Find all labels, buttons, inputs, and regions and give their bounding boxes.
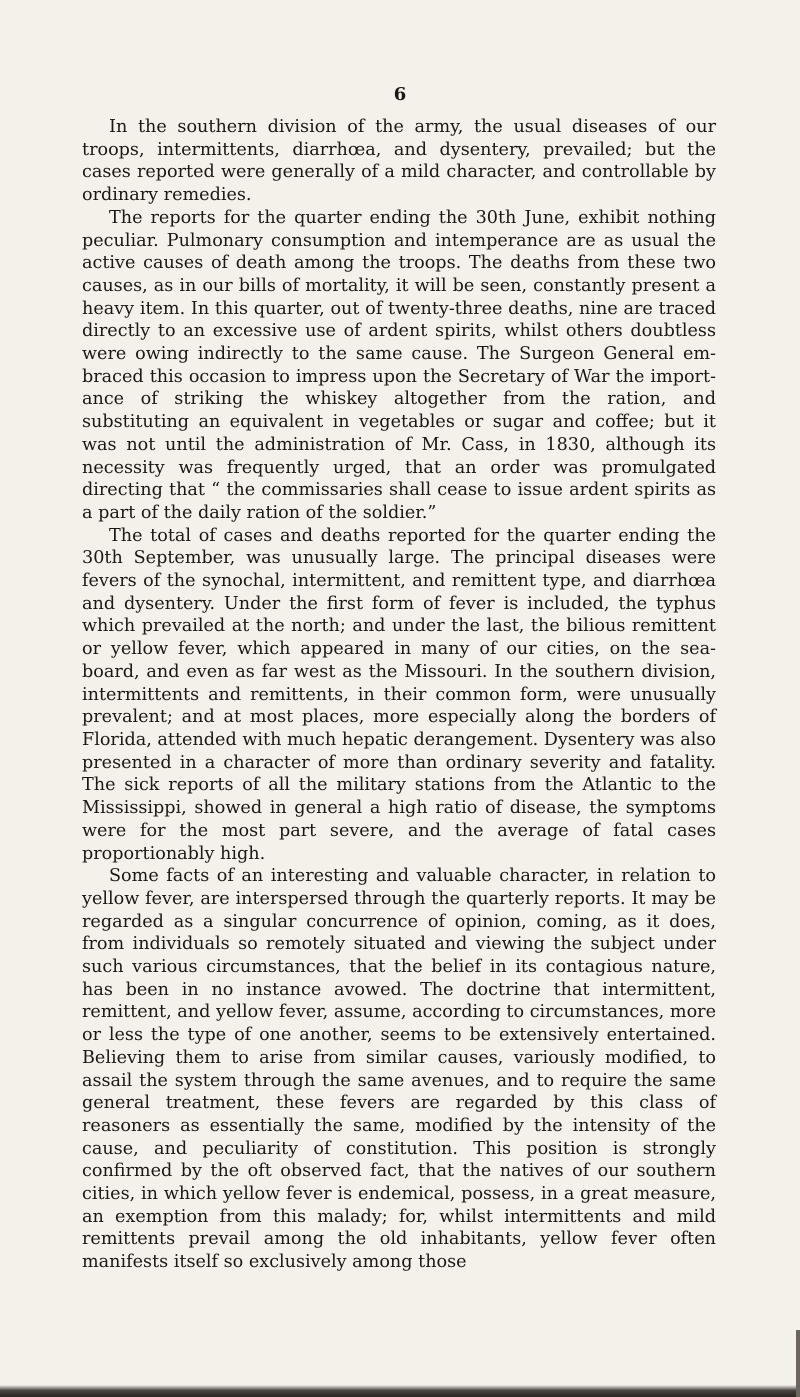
scan-right-edge bbox=[796, 1330, 800, 1397]
page-number: 6 bbox=[393, 84, 407, 105]
body-text bbox=[82, 116, 716, 1274]
paragraph-yellow-fever: Some facts of an interesting and valuable character, in relation to yellow fever, are interspersed through the quarterly reports. It may be regarded as a singular concurrence of opinion, coming, as it does, from individuals so remotely situated and viewing the subject under such various circumstances, that the belief in its contagious nature, has been in no instance avowed. The doctrine that intermittent, remittent, and yellow fever, assume, according to circumstances, more or less the type of one another, seems to be extensively entertained. Believing them to arise from similar causes, variously modified, to assail the system through the same avenues, and to require the same general treatment, these fevers are regarded by this class of reasoners as essentially the same, modified by the intensity of the cause, and peculiarity of constitution. This position is strongly confirmed by the oft observed fact, that the natives of our southern cities, in which yellow fever is endemical, possess, in a great measure, an exemption from this malady; for, whilst intermittents and mild remittents prevail among the old inhabitants, yellow fever often manifests itself so exclusively among those bbox=[82, 866, 716, 1273]
paragraph-september-quarter: The total of cases and deaths reported for the quarter ending the 30th September, was unusually large. The principal diseases were fevers of the synochal, intermittent, and remittent type, and diarrhœa and dysentery. Under the first form of fever is included, the typhus which prevailed at the north; and under the last, the bilious remittent or yellow fever, which appeared in many of our cities, on the sea-board, and even as far west as the Missouri. In the southern division, intermittents and remittents, in their common form, were unusually prevalent; and at most places, more especially along the borders of Florida, attended with much hepatic derangement. Dysentery was also presented in a character of more than ordinary severity and fatality. The sick reports of all the military stations from the Atlantic to the Mississippi, showed in general a high ratio of disease, the symptoms were for the most part severe, and the average of fatal cases proportionably high. bbox=[82, 525, 716, 864]
paragraph-southern-division: In the southern division of the army, the usual diseases of our troops, intermittents, diarrhœa, and dysentery, prevailed; but the cases reported were generally of a mild character, and controllable by ordinary remedies. bbox=[82, 117, 716, 206]
paragraph-june-quarter: The reports for the quarter ending the 30th June, exhibit nothing peculiar. Pulmonary consumption and intemperance are as usual the active causes of death among the troops. The deaths from these two causes, as in our bills of mortality, it will be seen, constantly present a heavy item. In this quarter, out of twenty-three deaths, nine are traced directly to an excessive use of ardent spirits, whilst others doubtless were owing indirectly to the same cause. The Surgeon General embraced this occasion to impress upon the Secretary of War the importance of striking the whiskey altogether from the ration, and substituting an equivalent in vegetables or sugar and coffee; but it was not until the administration of Mr. Cass, in 1830, although its necessity was frequently urged, that an order was promulgated directing that “ the commissaries shall cease to issue ardent spirits as a part of the daily ration of the soldier.” bbox=[82, 207, 716, 523]
scan-bottom-edge bbox=[0, 1385, 800, 1397]
